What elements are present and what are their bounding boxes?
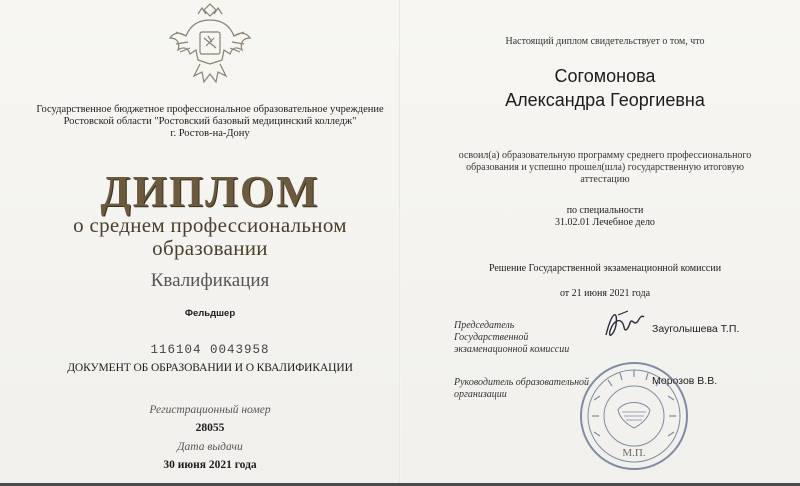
center-fold — [399, 0, 401, 486]
chair-title-line1: Председатель — [454, 320, 515, 331]
registration-number-label: Регистрационный номер — [149, 404, 271, 416]
graduate-given-names: Александра Георгиевна — [505, 90, 705, 110]
chair-title — [454, 320, 594, 356]
institution-name — [10, 104, 410, 140]
chair-title-line2: Государственной — [454, 332, 529, 343]
specialty-value: 31.02.01 Лечебное дело — [555, 217, 655, 228]
official-stamp — [578, 360, 690, 472]
chair-title-line3: экзаменационной комиссии — [454, 344, 570, 355]
issue-date: 30 июня 2021 года — [163, 459, 257, 471]
institution-line1: Государственное бюджетное профессиональное образовательное учреждение — [36, 104, 384, 115]
institution-line3: г. Ростов-на-Дону — [170, 128, 250, 139]
document-type: ДОКУМЕНТ ОБ ОБРАЗОВАНИИ И О КВАЛИФИКАЦИИ — [67, 362, 353, 374]
commission-date: от 21 июня 2021 года — [559, 288, 651, 299]
coat-of-arms-emblem — [168, 2, 252, 90]
qualification-heading: Квалификация — [150, 270, 270, 291]
issue-date-label: Дата выдачи — [177, 441, 243, 453]
head-title-line1: Руководитель образовательной — [454, 377, 590, 388]
program-completion-line3: аттестацию — [580, 174, 630, 185]
program-completion-text — [432, 150, 778, 186]
head-title-line2: организации — [454, 389, 507, 400]
commission-decision: Решение Государственной экзаменационной комиссии — [488, 263, 722, 274]
registration-number: 28055 — [195, 422, 225, 434]
program-completion-line1: освоил(а) образовательную программу среднего профессионального — [458, 150, 752, 161]
serial-number: 116104 0043958 — [150, 343, 270, 357]
chair-name: Зауголышева Т.П. — [652, 323, 740, 335]
degree-level-line2: образовании — [152, 236, 268, 260]
diploma-title: ДИПЛОМ — [100, 167, 320, 216]
graduate-surname: Согомонова — [554, 66, 656, 86]
program-completion-line2: образования и успешно прошел(шла) государственную итоговую — [466, 162, 744, 173]
certifies-text: Настоящий диплом свидетельствует о том, что — [505, 36, 705, 47]
specialty-label: по специальности — [566, 205, 644, 216]
degree-level-line1: о среднем профессиональном — [73, 213, 347, 237]
institution-line2: Ростовской области "Ростовский базовый медицинский колледж" — [63, 116, 357, 127]
stamp-label: М.П. — [622, 447, 646, 459]
signature — [598, 305, 648, 345]
qualification-value: Фельдшер — [184, 308, 236, 319]
head-name: Морозов В.В. — [652, 375, 718, 387]
